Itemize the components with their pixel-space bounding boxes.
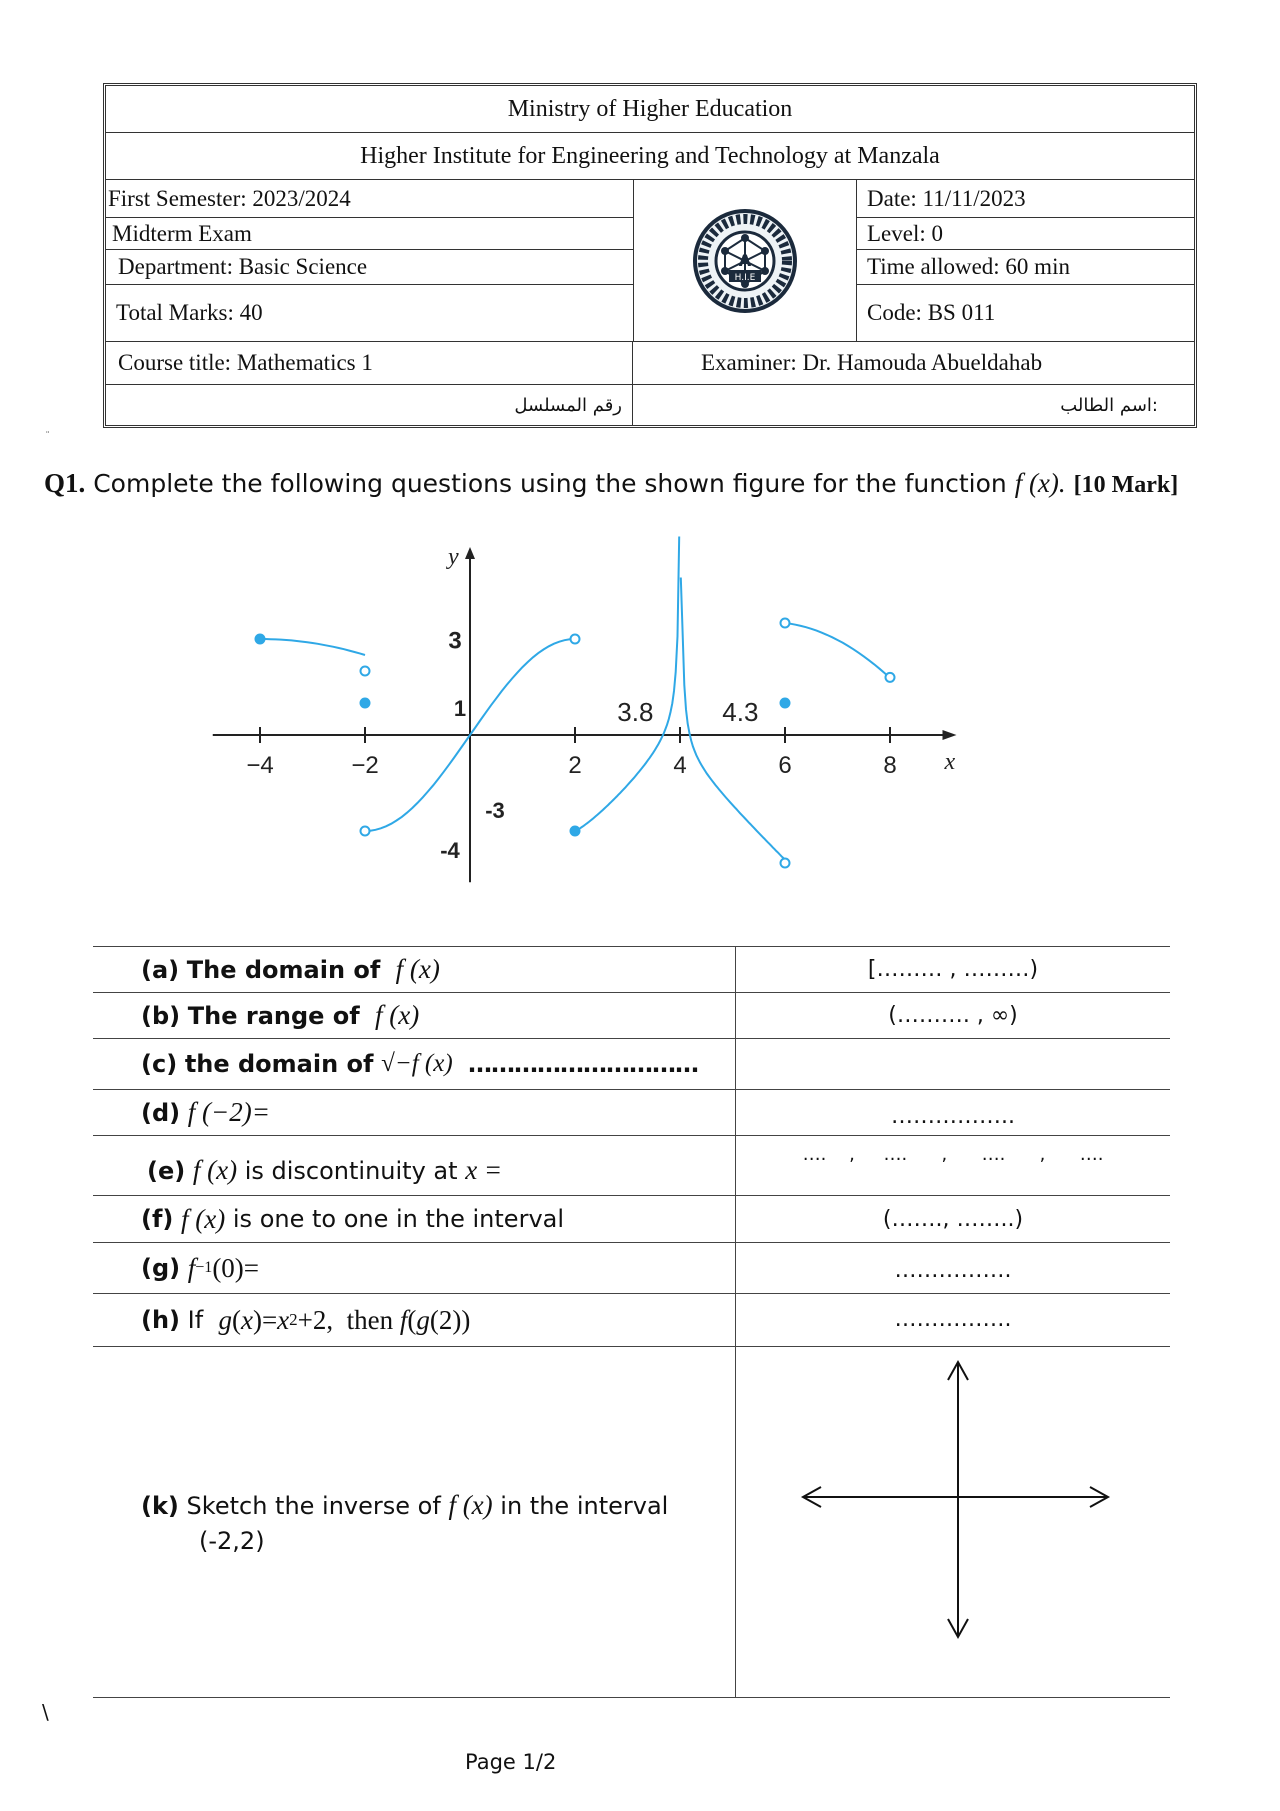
annotation-label: 3.8 [617, 697, 654, 727]
question-row-a [93, 947, 1170, 993]
institute-logo [633, 180, 857, 341]
open-point [781, 859, 790, 868]
answer-field-a[interactable]: [……… , ………) [867, 957, 1039, 982]
curve-piece-1 [260, 639, 365, 655]
question-row-b [93, 993, 1170, 1039]
annotation-label: 4.3 [722, 697, 759, 727]
answer-field-g[interactable]: ……………. [894, 1258, 1012, 1283]
ministry-text: Ministry of Higher Education [507, 95, 793, 122]
open-point [571, 635, 580, 644]
course-title-cell: Course title: Mathematics 1 [106, 342, 633, 384]
exam-info-right [857, 180, 1194, 341]
open-point [361, 827, 370, 836]
closed-point [571, 827, 580, 836]
question-cell: (b) The range of f (x) [93, 993, 736, 1038]
examiner-cell: Examiner: Dr. Hamouda Abueldahab [701, 350, 1043, 375]
x-tick-label: −4 [246, 752, 274, 779]
question-row-g [93, 1243, 1170, 1294]
questions-table [93, 946, 1170, 1698]
semester-cell: First Semester: 2023/2024 [106, 180, 633, 218]
closed-point [256, 635, 265, 644]
y-tick-label: -4 [440, 838, 460, 864]
x-axis-arrow [943, 730, 957, 740]
question-marks: [10 Mark] [1073, 472, 1179, 498]
logo-text: H.I.E [734, 272, 756, 283]
question-cell: (h) If g ( x )= x 2 +2, then f ( g (2)) [93, 1294, 736, 1346]
open-point [361, 667, 370, 676]
question-function: f (x). [1014, 468, 1066, 498]
curve-piece-3 [575, 537, 679, 832]
total-marks-cell: Total Marks: 40 [116, 300, 263, 325]
institute-row [106, 133, 1194, 180]
code-cell: Code: BS 011 [867, 300, 996, 325]
closed-point [361, 699, 370, 708]
question-cell: (f) f (x) is one to one in the interval [93, 1196, 736, 1242]
x-tick-label: 4 [673, 752, 687, 779]
open-point [781, 619, 790, 628]
y-axis-label: y [448, 544, 459, 571]
open-point [886, 673, 895, 682]
question-cell: (e) f (x) is discontinuity at x = [93, 1136, 736, 1195]
answer-field-f[interactable]: (……., ……..) [882, 1206, 1024, 1232]
question-row-f [93, 1196, 1170, 1243]
y-tick-label: -3 [485, 798, 505, 824]
institute-logo-icon [675, 206, 815, 316]
ministry-row [106, 86, 1194, 133]
question-number: Q1. [44, 468, 86, 498]
exam-info-grid [106, 180, 1194, 342]
x-axis-label: x [944, 749, 956, 775]
question-row-k [93, 1347, 1170, 1698]
page-number: Page 1/2 [465, 1750, 557, 1774]
question-row-c [93, 1039, 1170, 1090]
x-tick-label: 2 [568, 752, 582, 779]
sketch-area[interactable] [736, 1347, 1170, 1697]
y-axis-arrow [465, 547, 475, 559]
question-text: Complete the following questions using the shown figure for the function [93, 469, 1007, 498]
question-cell: (a) The domain of f (x) [93, 947, 736, 992]
serial-number-field[interactable]: رقم المسلسل [106, 385, 633, 425]
institute-text: Higher Institute for Engineering and Technology at Manzala [360, 142, 940, 169]
exam-info-left [106, 180, 633, 341]
x-tick-label: −2 [351, 752, 379, 779]
question-cell: (g) f −1 (0)= [93, 1243, 736, 1293]
x-tick-label: 8 [883, 752, 897, 779]
question-row-d [93, 1090, 1170, 1136]
function-graph [190, 520, 980, 910]
question-cell: (k) Sketch the inverse of f (x) in the interval (-2,2) [93, 1347, 736, 1697]
answer-field-d[interactable]: …………….. [891, 1104, 1015, 1129]
exam-header [103, 83, 1197, 428]
question-row-h [93, 1294, 1170, 1347]
time-cell: Time allowed: 60 min [857, 250, 1194, 285]
sketch-axes-icon [763, 1352, 1143, 1692]
y-tick-label: 1 [453, 695, 467, 721]
student-name-field[interactable]: اسم الطالب: [1060, 394, 1158, 416]
answer-field-c[interactable] [736, 1039, 1170, 1089]
svg-text:A: A [738, 250, 752, 270]
x-tick-label: 6 [778, 752, 792, 779]
answer-field-b[interactable]: (………. , ∞) [888, 1003, 1018, 1028]
closed-point [781, 699, 790, 708]
question-heading [44, 468, 1178, 499]
course-row [106, 342, 1194, 385]
answer-field-h[interactable]: ……………. [894, 1307, 1012, 1332]
stray-mark: ¨ [46, 430, 50, 441]
question-cell: (c) the domain of √−f (x) ………………………… [93, 1039, 736, 1089]
answer-field-e[interactable]: …. , …. , …. , …. [802, 1144, 1104, 1165]
department-cell: Department: Basic Science [106, 250, 633, 285]
y-tick-label: 3 [448, 627, 462, 655]
level-cell: Level: 0 [857, 218, 1194, 250]
student-row [106, 385, 1194, 425]
exam-type-cell: Midterm Exam [106, 218, 633, 250]
curve-piece-5 [785, 623, 890, 678]
date-cell: Date: 11/11/2023 [857, 180, 1194, 218]
question-cell: (d) f (−2)= [93, 1090, 736, 1135]
question-row-e [93, 1136, 1170, 1196]
stray-slash: \ [42, 1700, 49, 1724]
